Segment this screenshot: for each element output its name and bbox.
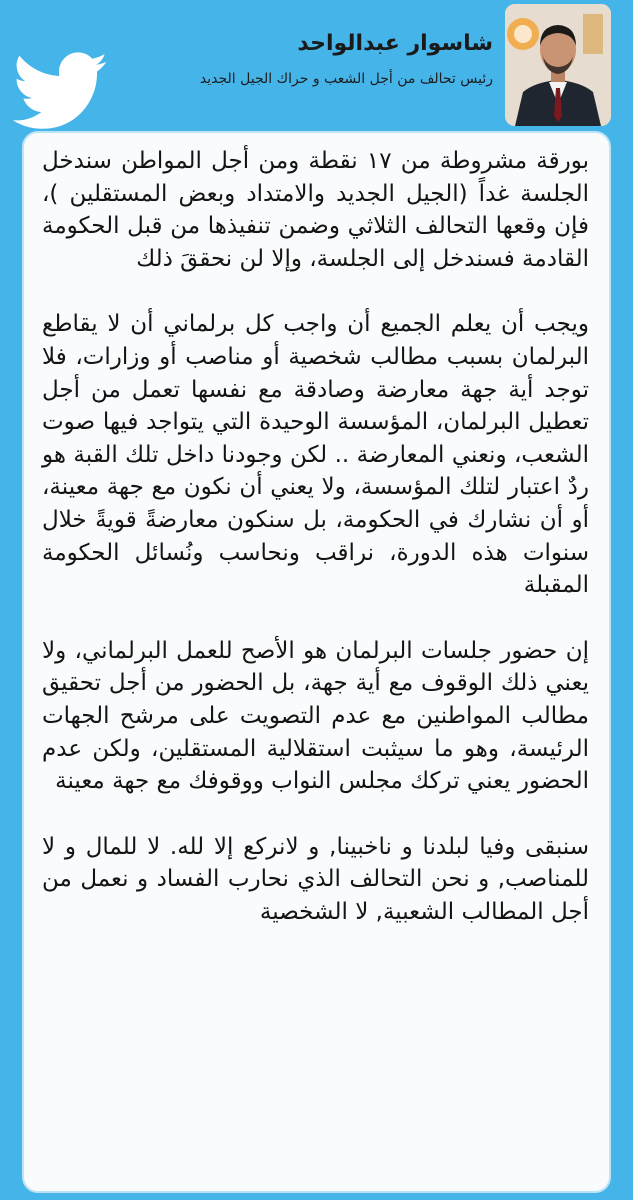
post-card (22, 131, 611, 1193)
post-paragraph: سنبقى وفيا لبلدنا و ناخبينا, و لانركع إلا لله. لا للمال و لا للمناصب, و نحن التحالف الذي نحارب الفساد و نعمل من أجل المطالب الشعبية, لا الشخصية (42, 833, 589, 925)
profile-header (133, 28, 493, 90)
twitter-bird-icon (6, 52, 116, 132)
post-paragraph: إن حضور جلسات البرلمان هو الأصح للعمل البرلماني، ولا يعني ذلك الوقوف مع أية جهة، بل الحضور من أجل تحقيق مطالب المواطنين مع عدم التصويت على مرشح الجهات الرئيسة، وهو ما سيثبت استقلالية المستقلين، ولكن عدم الحضور يعني تركك مجلس النواب ووقوفك مع جهة معينة (42, 637, 589, 795)
paragraph-spacer (42, 798, 589, 831)
post-paragraph: بورقة مشروطة من ١٧ نقطة ومن أجل المواطن سندخل الجلسة غداً (الجيل الجديد والامتداد وبعض المستقلين )، فإن وقعها التحالف الثلاثي وضمن تنفيذها من قبل الحكومة القادمة فسندخل إلى الجلسة، وإلا لن نحققَ ذلك (42, 148, 590, 272)
paragraph-spacer (42, 275, 589, 308)
post-body (42, 145, 589, 928)
paragraph-spacer (42, 602, 589, 635)
profile-name[interactable]: شاسوار عبدالواحد (297, 31, 493, 56)
profile-subtitle: رئيس تحالف من أجل الشعب و حراك الجيل الجديد (199, 71, 493, 87)
profile-photo (505, 4, 611, 126)
avatar[interactable] (505, 4, 611, 126)
post-paragraph: ويجب أن يعلم الجميع أن واجب كل برلماني أن لا يقاطع البرلمان بسبب مطالب شخصية أو مناصب أو وزارات، فلا توجد أية جهة معارضة وصادقة مع نفسها تعمل من أجل تعطيل البرلمان، المؤسسة الوحيدة التي يتواجد فيها صوت الشعب، ونعني المعارضة .. لكن وجودنا داخل تلك القبة هو ردٌ اعتبار لتلك المؤسسة، ولا يعني أن نكون مع جهة معينة، أو أن نشارك في الحكومة، بل سنكون معارضةً قويةً خلال سنوات هذه الدورة، نراقب ونحاسب ونُسائل الحكومة المقبلة (42, 311, 589, 599)
